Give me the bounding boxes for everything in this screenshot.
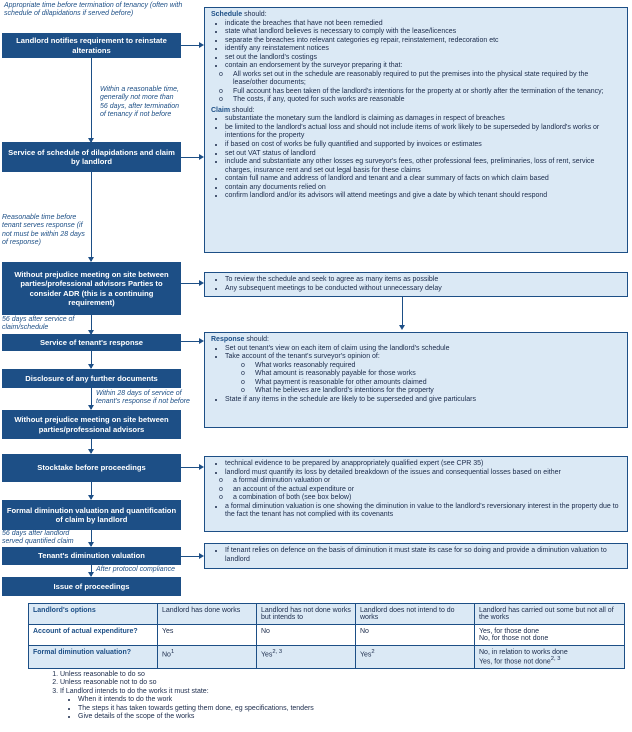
- response-heading-suffix: should:: [244, 336, 269, 343]
- cell-line: No, for those not done: [479, 635, 549, 642]
- table-cell: No: [257, 625, 356, 646]
- sub-list-item: o What works reasonably required: [255, 362, 621, 371]
- cell-text: Yes, for those not done: [479, 658, 551, 666]
- sub-list-item: o The costs, if any, quoted for such works are reasonable: [233, 96, 621, 105]
- response-heading: Response: [211, 336, 245, 343]
- table-cell: [158, 646, 257, 669]
- list-item: • if based on cost of works be fully quantified and supported by invoices or estimates: [225, 141, 621, 150]
- table-cell: [475, 625, 625, 646]
- footnotes: [40, 671, 600, 721]
- list-item: • technical evidence to be prepared by anappropriately qualified expert (see CPR 35): [225, 460, 621, 469]
- intro-note: Appropriate time before termination of tenancy (often with schedule of dilapidations if served before): [4, 2, 183, 18]
- table-header-cell: Landlord has not done works but intends to: [257, 604, 356, 625]
- cell-line: No, in relation to works done: [479, 649, 568, 656]
- landlord-options-table: [28, 603, 625, 669]
- connector-line: [181, 45, 200, 46]
- arrow-down-icon: [399, 325, 405, 330]
- list-item: • Any subsequent meetings to be conducted without unnecessary delay: [225, 285, 621, 294]
- table-cell: [475, 646, 625, 669]
- footnote-ref: 2, 3: [272, 649, 283, 655]
- list-item: • separate the breaches into relevant categories eg repair, reinstatement, redecoration etc: [225, 37, 621, 46]
- list-item: • State if any items in the schedule are likely to be superseded and give particulars: [225, 396, 621, 405]
- footnote-item: 3. If Landlord intends to do the works it must state:: [60, 688, 600, 696]
- footnote-sub-item: • When it intends to do the work: [78, 696, 600, 704]
- timing-note: Within 28 days of service of tenant's response if not before: [96, 390, 190, 406]
- table-row-label: Account of actual expenditure?: [29, 625, 158, 646]
- cell-text: Yes: [360, 651, 372, 659]
- sub-list-item: o a combination of both (see box below): [233, 494, 621, 503]
- list-item: • a formal diminution valuation is one showing the diminution in value to the landlord's reversionary interest in the property due to the fact the tenant has not complied with its covenants: [225, 503, 621, 520]
- list-item: • Take account of the tenant's surveyor's opinion of:: [225, 353, 621, 362]
- step-stocktake: Stocktake before proceedings: [2, 454, 181, 482]
- connector-line: [402, 297, 403, 327]
- schedule-claim-panel: [204, 7, 628, 253]
- footnote-ref: 2, 3: [550, 656, 561, 662]
- list-item: • be limited to the landlord's actual loss and should not include items of work likely to be superseded by landlord's works or intentions for the property: [225, 124, 621, 141]
- table-header-cell: Landlord has done works: [158, 604, 257, 625]
- claim-heading: Claim: [211, 106, 231, 114]
- connector-line: [181, 157, 200, 158]
- cell-text: No: [162, 651, 171, 659]
- sub-list-item: o All works set out in the schedule are reasonably required to put the premises into the physical state required by the lease/other documents;: [233, 71, 621, 88]
- list-item: • contain full name and address of landlord and tenant and a clear summary of facts on which claim based: [225, 175, 621, 184]
- connector-line: [181, 467, 200, 468]
- list-item: • landlord must quantify its loss by detailed breakdown of the issues and consequential losses based on either: [225, 469, 621, 478]
- table-row: [29, 646, 625, 669]
- step-service-of-schedule: Service of schedule of dilapidations and claim by landlord: [2, 142, 181, 172]
- table-header-cell: Landlord has carried out some but not all of the works: [475, 604, 625, 625]
- list-item: • set out VAT status of landlord: [225, 150, 621, 159]
- table-cell: Yes: [158, 625, 257, 646]
- step-issue-proceedings: Issue of proceedings: [2, 577, 181, 596]
- list-item: • include and substantiate any other losses eg surveyor's fees, other professional fees, preliminaries, loss of rent, service charges, insurance rent and set out legal basis for these claims: [225, 158, 621, 175]
- footnote-sub-item: • Give details of the scope of the works: [78, 713, 600, 721]
- sub-list-item: o What amount is reasonably payable for those works: [255, 370, 621, 379]
- cell-line: Yes, for those done: [479, 628, 540, 635]
- table-row-label: Formal diminution valuation?: [29, 646, 158, 669]
- table-header-cell: Landlord does not intend to do works: [356, 604, 475, 625]
- list-item: • contain any documents relied on: [225, 184, 621, 193]
- sub-list-item: o What payment is reasonable for other amounts claimed: [255, 379, 621, 388]
- sub-list-item: o a formal diminution valuation or: [233, 477, 621, 486]
- claim-heading-suffix: should:: [230, 106, 255, 114]
- connector-line: [181, 556, 200, 557]
- connector-line: [181, 341, 200, 342]
- list-item: • state what landlord believes is necessary to comply with the lease/licences: [225, 28, 621, 37]
- timing-note: Reasonable time before tenant serves response (if not must be within 28 days of response): [2, 214, 85, 247]
- list-item: • indicate the breaches that have not been remedied: [225, 20, 621, 29]
- table-cell: [356, 646, 475, 669]
- timing-note: Within a reasonable time, generally not more than 56 days, after termination of tenancy if not before: [100, 86, 179, 119]
- sub-list-item: o Full account has been taken of the landlord's intentions for the property at or shortly after the termination of the tenancy;: [233, 88, 621, 97]
- response-panel: [204, 332, 628, 428]
- connector-line: [91, 58, 92, 142]
- step-tenant-response: Service of tenant's response: [2, 334, 181, 351]
- footnote-sub-item: • The steps it has taken towards getting them done, eg specifications, tenders: [78, 705, 600, 713]
- cell-line: [479, 656, 620, 665]
- list-item: • Set out tenant's view on each item of claim using the landlord's schedule: [225, 345, 621, 354]
- list-item: • contain an endorsement by the surveyor preparing it that:: [225, 62, 621, 71]
- step-disclosure: Disclosure of any further documents: [2, 369, 181, 388]
- footnote-item: 1. Unless reasonable to do so: [60, 671, 600, 679]
- table-header-row: [29, 604, 625, 625]
- list-item: • substantiate the monetary sum the landlord is claiming as damages in respect of breaches: [225, 115, 621, 124]
- timing-note: 56 days after service of claim/schedule: [2, 316, 75, 332]
- cell-text: Yes: [261, 651, 273, 659]
- sub-list-item: o an account of the actual expenditure or: [233, 486, 621, 495]
- table-cell: [257, 646, 356, 669]
- step-wp-meeting-adr: Without prejudice meeting on site between parties/professional advisors Parties to consider ADR (this is a continuing requirement): [2, 262, 181, 315]
- list-item: • confirm landlord and/or its advisors will attend meetings and give a date by which tenant should respond: [225, 192, 621, 201]
- list-item: • If tenant relies on defence on the basis of diminution it must state its case for so doing and provide a diminution valuation to landlord: [225, 547, 621, 564]
- footnote-ref: 1: [170, 649, 175, 655]
- meeting-panel: [204, 272, 628, 297]
- step-tenant-diminution: Tenant's diminution valuation: [2, 547, 181, 565]
- schedule-heading: Schedule: [211, 11, 243, 18]
- table-row: [29, 625, 625, 646]
- list-item: • To review the schedule and seek to agree as many items as possible: [225, 276, 621, 285]
- step-landlord-notifies: Landlord notifies requirement to reinstate alterations: [2, 33, 181, 58]
- timing-note: 56 days after landlord served quantified claim: [2, 530, 74, 546]
- schedule-heading-suffix: should:: [242, 11, 267, 18]
- step-formal-diminution: Formal diminution valuation and quantification of claim by landlord: [2, 500, 181, 530]
- table-cell: No: [356, 625, 475, 646]
- sub-list-item: o What he believes are landlord's intentions for the property: [255, 387, 621, 396]
- footnote-item: 2. Unless reasonable not to do so: [60, 679, 600, 687]
- footnote-ref: 2: [371, 649, 375, 655]
- timing-note: After protocol compliance: [96, 566, 175, 573]
- list-item: • set out the landlord's costings: [225, 54, 621, 63]
- step-wp-meeting-2: Without prejudice meeting on site between parties/professional advisors: [2, 410, 181, 439]
- stocktake-panel: [204, 456, 628, 532]
- table-header-cell: Landlord's options: [29, 604, 158, 625]
- list-item: • identify any reinstatement notices: [225, 45, 621, 54]
- connector-line: [181, 283, 200, 284]
- tenant-diminution-panel: [204, 543, 628, 569]
